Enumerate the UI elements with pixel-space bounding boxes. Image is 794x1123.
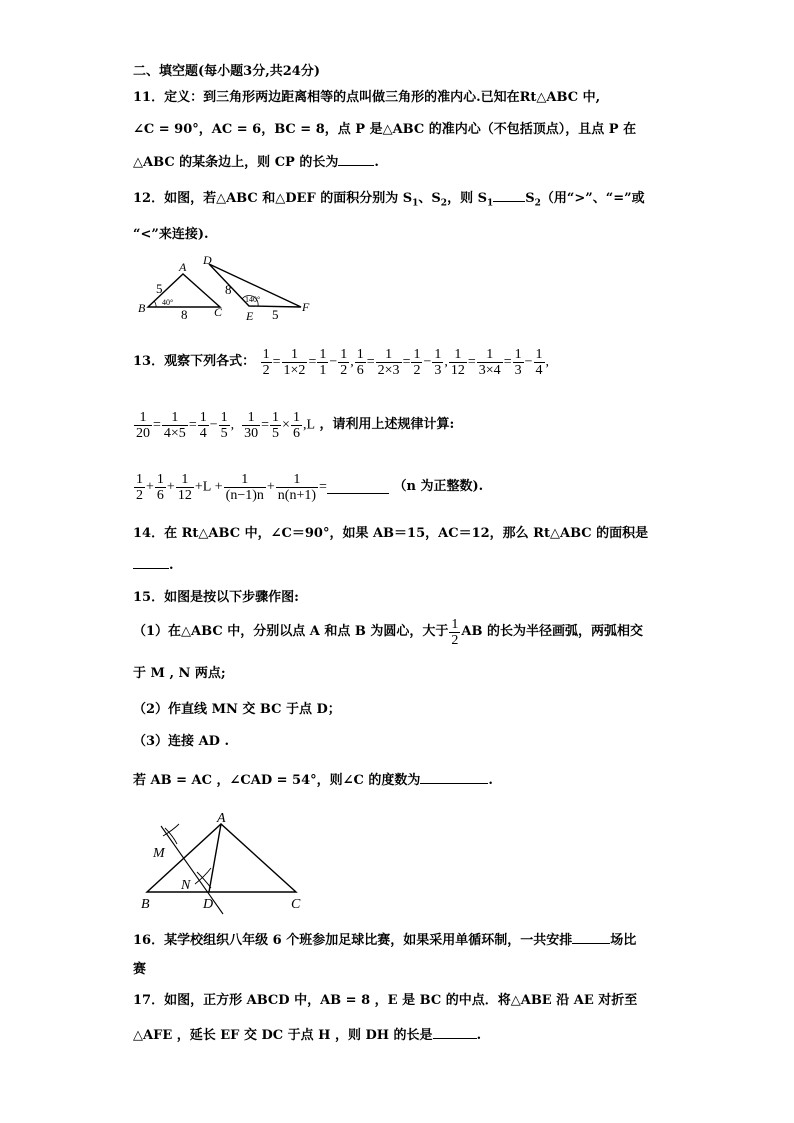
label-a: A xyxy=(179,260,187,274)
label-m: M xyxy=(153,846,165,861)
label-b: B xyxy=(138,301,146,315)
q11-answer-blank[interactable] xyxy=(338,153,374,166)
q12-sub4: 2 xyxy=(534,198,541,209)
q13-line2: $\frac{1}{20}$ = $\frac{1}{4\times 5}$ = $\frac{1}{4}$ − $\frac{1}{5}$ , $\frac{1}{30}$ = $\frac{1}{5}$ × $\frac{1}{6}$ ,L ，请利用上述规律计算: xyxy=(136,409,455,441)
label-e: E xyxy=(246,309,254,323)
q17-text-end: . xyxy=(476,1028,482,1043)
label-angle-b: 40° xyxy=(162,298,174,307)
q13-line1: 13．观察下列各式： $\frac{1}{2}$ = $\frac{1}{1\times 2}$ = $\frac{1}{1}$ − $\frac{1}{2}$ , $\frac{1}{6}$ = $\frac{1}{2\times 3}$ = $\frac{1}{2}$ − $\frac{1}{3}$ , $\frac{1}{12}$ = $\frac{1}{3\times 4}$ = $\frac{1}{3}$ − $\frac{1}{4}$ , xyxy=(133,346,549,378)
q15-condition xyxy=(133,771,493,789)
q12-sub1: 1 xyxy=(412,198,419,209)
q11-line1: 11．定义：到三角形两边距离相等的点叫做三角形的准内心.已知在Rt△ABC 中, xyxy=(133,90,601,105)
q11-line2: ∠C = 90°，AC = 6，BC = 8，点 P 是△ABC 的准内心（不包括顶点），且点 P 在 xyxy=(133,122,637,137)
label-de-length: 8 xyxy=(225,282,232,297)
q12-answer-blank[interactable] xyxy=(493,189,525,202)
q12-triangles-figure xyxy=(136,252,326,324)
q11-line3 xyxy=(133,153,379,171)
q12-text-c: ，则 S xyxy=(447,191,487,206)
label-angle-e: 140° xyxy=(245,295,261,304)
q12-sub2: 2 xyxy=(440,198,448,209)
q16-line2: 赛 xyxy=(133,962,147,977)
q16-answer-blank[interactable] xyxy=(572,931,610,944)
q17-answer-blank[interactable] xyxy=(433,1026,477,1039)
q14-line2-suffix: . xyxy=(169,558,174,573)
arc-n1 xyxy=(195,868,211,884)
label-c-15: C xyxy=(291,897,301,912)
label-b-15: B xyxy=(141,897,150,912)
label-d-15: D xyxy=(203,897,214,912)
label-n: N xyxy=(181,878,191,893)
q15-step2: （2）作直线 MN 交 BC 于点 D； xyxy=(133,702,341,717)
label-f: F xyxy=(302,300,310,314)
q12-text-b: 、S xyxy=(418,191,441,206)
q14-answer-blank[interactable] xyxy=(133,556,169,569)
q13-line3: $\frac{1}{2}$ + $\frac{1}{6}$ + $\frac{1}{12}$ +L + $\frac{1}{(n-1)n}$ + $\frac{1}{n(n+1)}$ = （n 为正整数). xyxy=(136,471,484,503)
q14-line2 xyxy=(133,556,174,574)
q15-step3: （3）连接 AD . xyxy=(133,734,229,749)
q17-line1: 17．如图，正方形 ABCD 中，AB = 8 ，E 是 BC 的中点．将△ABE 沿 AE 对折至 xyxy=(133,993,638,1008)
section-title: 二、填空题(每小题3分,共24分) xyxy=(133,64,320,79)
label-d: D xyxy=(203,253,212,267)
q13-prefix: 13．观察下列各式： xyxy=(133,354,256,369)
angle-b-arc xyxy=(154,301,156,307)
q12-text-a: 12．如图，若△ABC 和△DEF 的面积分别为 S xyxy=(133,191,413,206)
q13-line2-suffix: ，请利用上述规律计算: xyxy=(319,417,455,432)
q11-line3-text: △ABC 的某条边上，则 CP 的长为 xyxy=(133,155,339,170)
q15-construction-figure xyxy=(133,808,313,918)
label-c: C xyxy=(214,305,223,319)
q15-step1-text-a: （1）在△ABC 中，分别以点 A 和点 B 为圆心，大于 xyxy=(133,624,449,639)
q12-line2: “<”来连接). xyxy=(133,227,209,242)
q15-step1-cont: 于 M , N 两点; xyxy=(133,666,226,681)
triangle-abc-15 xyxy=(147,824,296,892)
q12-sub3: 1 xyxy=(486,198,494,209)
q16-line1 xyxy=(133,931,636,949)
q12-line1: 12．如图，若△ABC 和△DEF 的面积分别为 $S_1$、$S_2$，则 $S_1$ $S_2$（用“>”、“=”或 xyxy=(133,191,645,209)
q13-answer-blank[interactable] xyxy=(327,481,389,494)
q15-step1-text-b: AB 的长为半径画弧，两弧相交 xyxy=(461,624,644,639)
q16-text: 16．某学校组织八年级 6 个班参加足球比赛，如果采用单循环制，一共安排 xyxy=(133,933,573,948)
label-ef-length: 5 xyxy=(272,307,279,322)
q13-line3-suffix: （n 为正整数). xyxy=(393,479,484,494)
q15-condition-text: 若 AB = AC ，∠CAD = 54°，则∠C 的度数为 xyxy=(133,773,421,788)
q11-line3-end: . xyxy=(374,155,379,170)
label-bc-length: 8 xyxy=(181,307,188,322)
q14-line1: 14．在 Rt△ABC 中，∠C＝90°，如果 AB＝15，AC＝12，那么 Rt△ABC 的面积是 xyxy=(133,526,649,541)
q16-text-end: 场比 xyxy=(610,933,637,948)
q15-condition-end: . xyxy=(488,773,493,788)
q17-text: △AFE ，延长 EF 交 DC 于点 H ，则 DH 的长是 xyxy=(133,1028,433,1043)
label-ab-length: 5 xyxy=(156,281,163,296)
q17-line2 xyxy=(133,1026,481,1044)
q12-text-d: （用“>”、“=”或 xyxy=(540,191,645,206)
q15-step1: （1）在△ABC 中，分别以点 A 和点 B 为圆心，大于 $\frac{1}{2}$ AB 的长为半径画弧，两弧相交 xyxy=(133,616,644,648)
q15-answer-blank[interactable] xyxy=(420,771,488,784)
q15-title: 15．如图是按以下步骤作图: xyxy=(133,590,299,605)
label-a-15: A xyxy=(217,811,226,826)
